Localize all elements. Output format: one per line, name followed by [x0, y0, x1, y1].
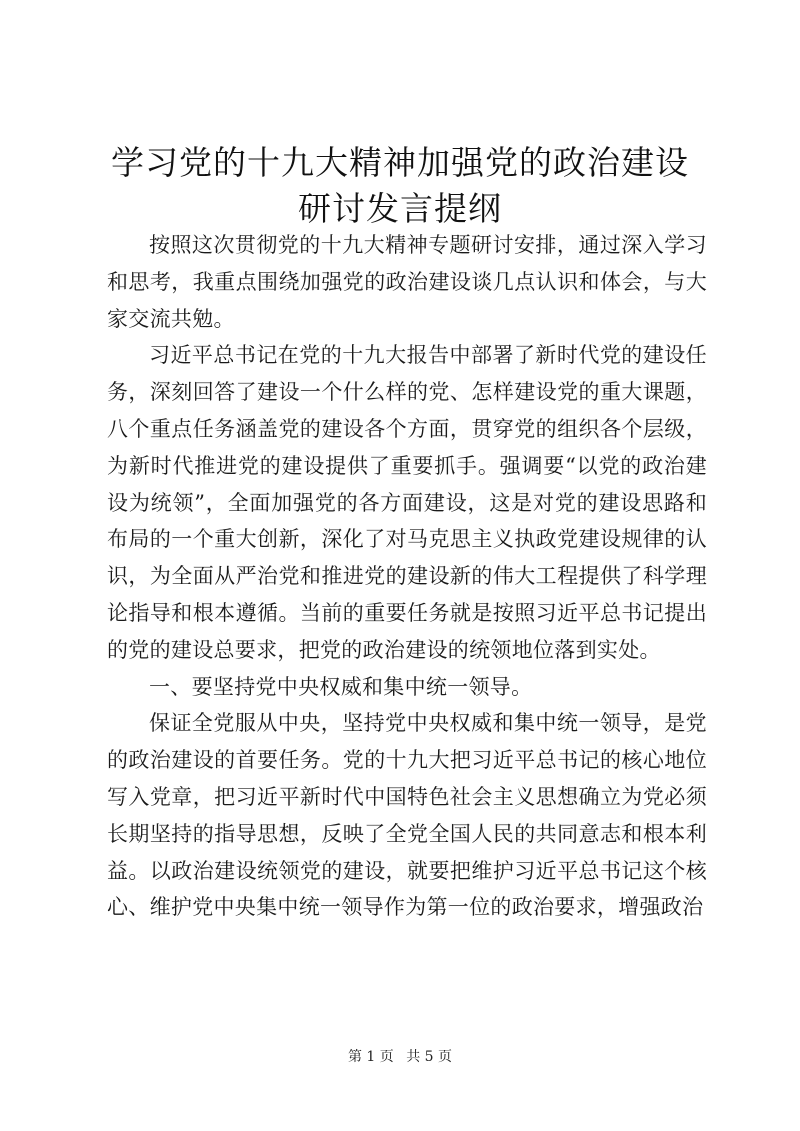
document-title: 学习党的十九大精神加强党的政治建设研讨发言提纲 [111, 143, 689, 228]
section-heading-1: 一、要坚持党中央权威和集中统一领导。 [149, 674, 533, 699]
paragraph-background: 习近平总书记在党的十九大报告中部署了新时代党的建设任务，深刻回答了建设一个什么样的党、怎样建设党的重大课题，八个重点任务涵盖党的建设各个方面，贯穿党的组织各个层级，为新时代推进党的建设提供了重要抓手。强调要“以党的政治建设为统领”，全面加强党的各方面建设，这是对党的建设思路和布局的一个重大创新，深化了对马克思主义执政党建设规律的认识，为全面从严治党和推进党的建设新的伟大工程提供了科学理论指导和根本遵循。当前的重要任务就是按照习近平总书记提出的党的建设总要求，把党的政治建设的统领地位落到实处。 [107, 343, 707, 662]
page-total: 共 5 页 [406, 1049, 453, 1065]
paragraph-section-1: 保证全党服从中央，坚持党中央权威和集中统一领导，是党的政治建设的首要任务。党的十九大把习近平总书记的核心地位写入党章，把习近平新时代中国特色社会主义思想确立为党必须长期坚持的指导思想，反映了全党全国人民的共同意志和根本利益。以政治建设统领党的建设，就要把维护习近平总书记这个核心、维护党中央集中统一领导作为第一位的政治要求，增强政治 [107, 711, 707, 920]
page-number: 第 1 页 [347, 1049, 394, 1065]
paragraph-intro: 按照这次贯彻党的十九大精神专题研讨安排，通过深入学习和思考，我重点围绕加强党的政治建设谈几点认识和体会，与大家交流共勉。 [107, 233, 707, 331]
document-body [107, 227, 707, 926]
page-footer [0, 1046, 800, 1066]
